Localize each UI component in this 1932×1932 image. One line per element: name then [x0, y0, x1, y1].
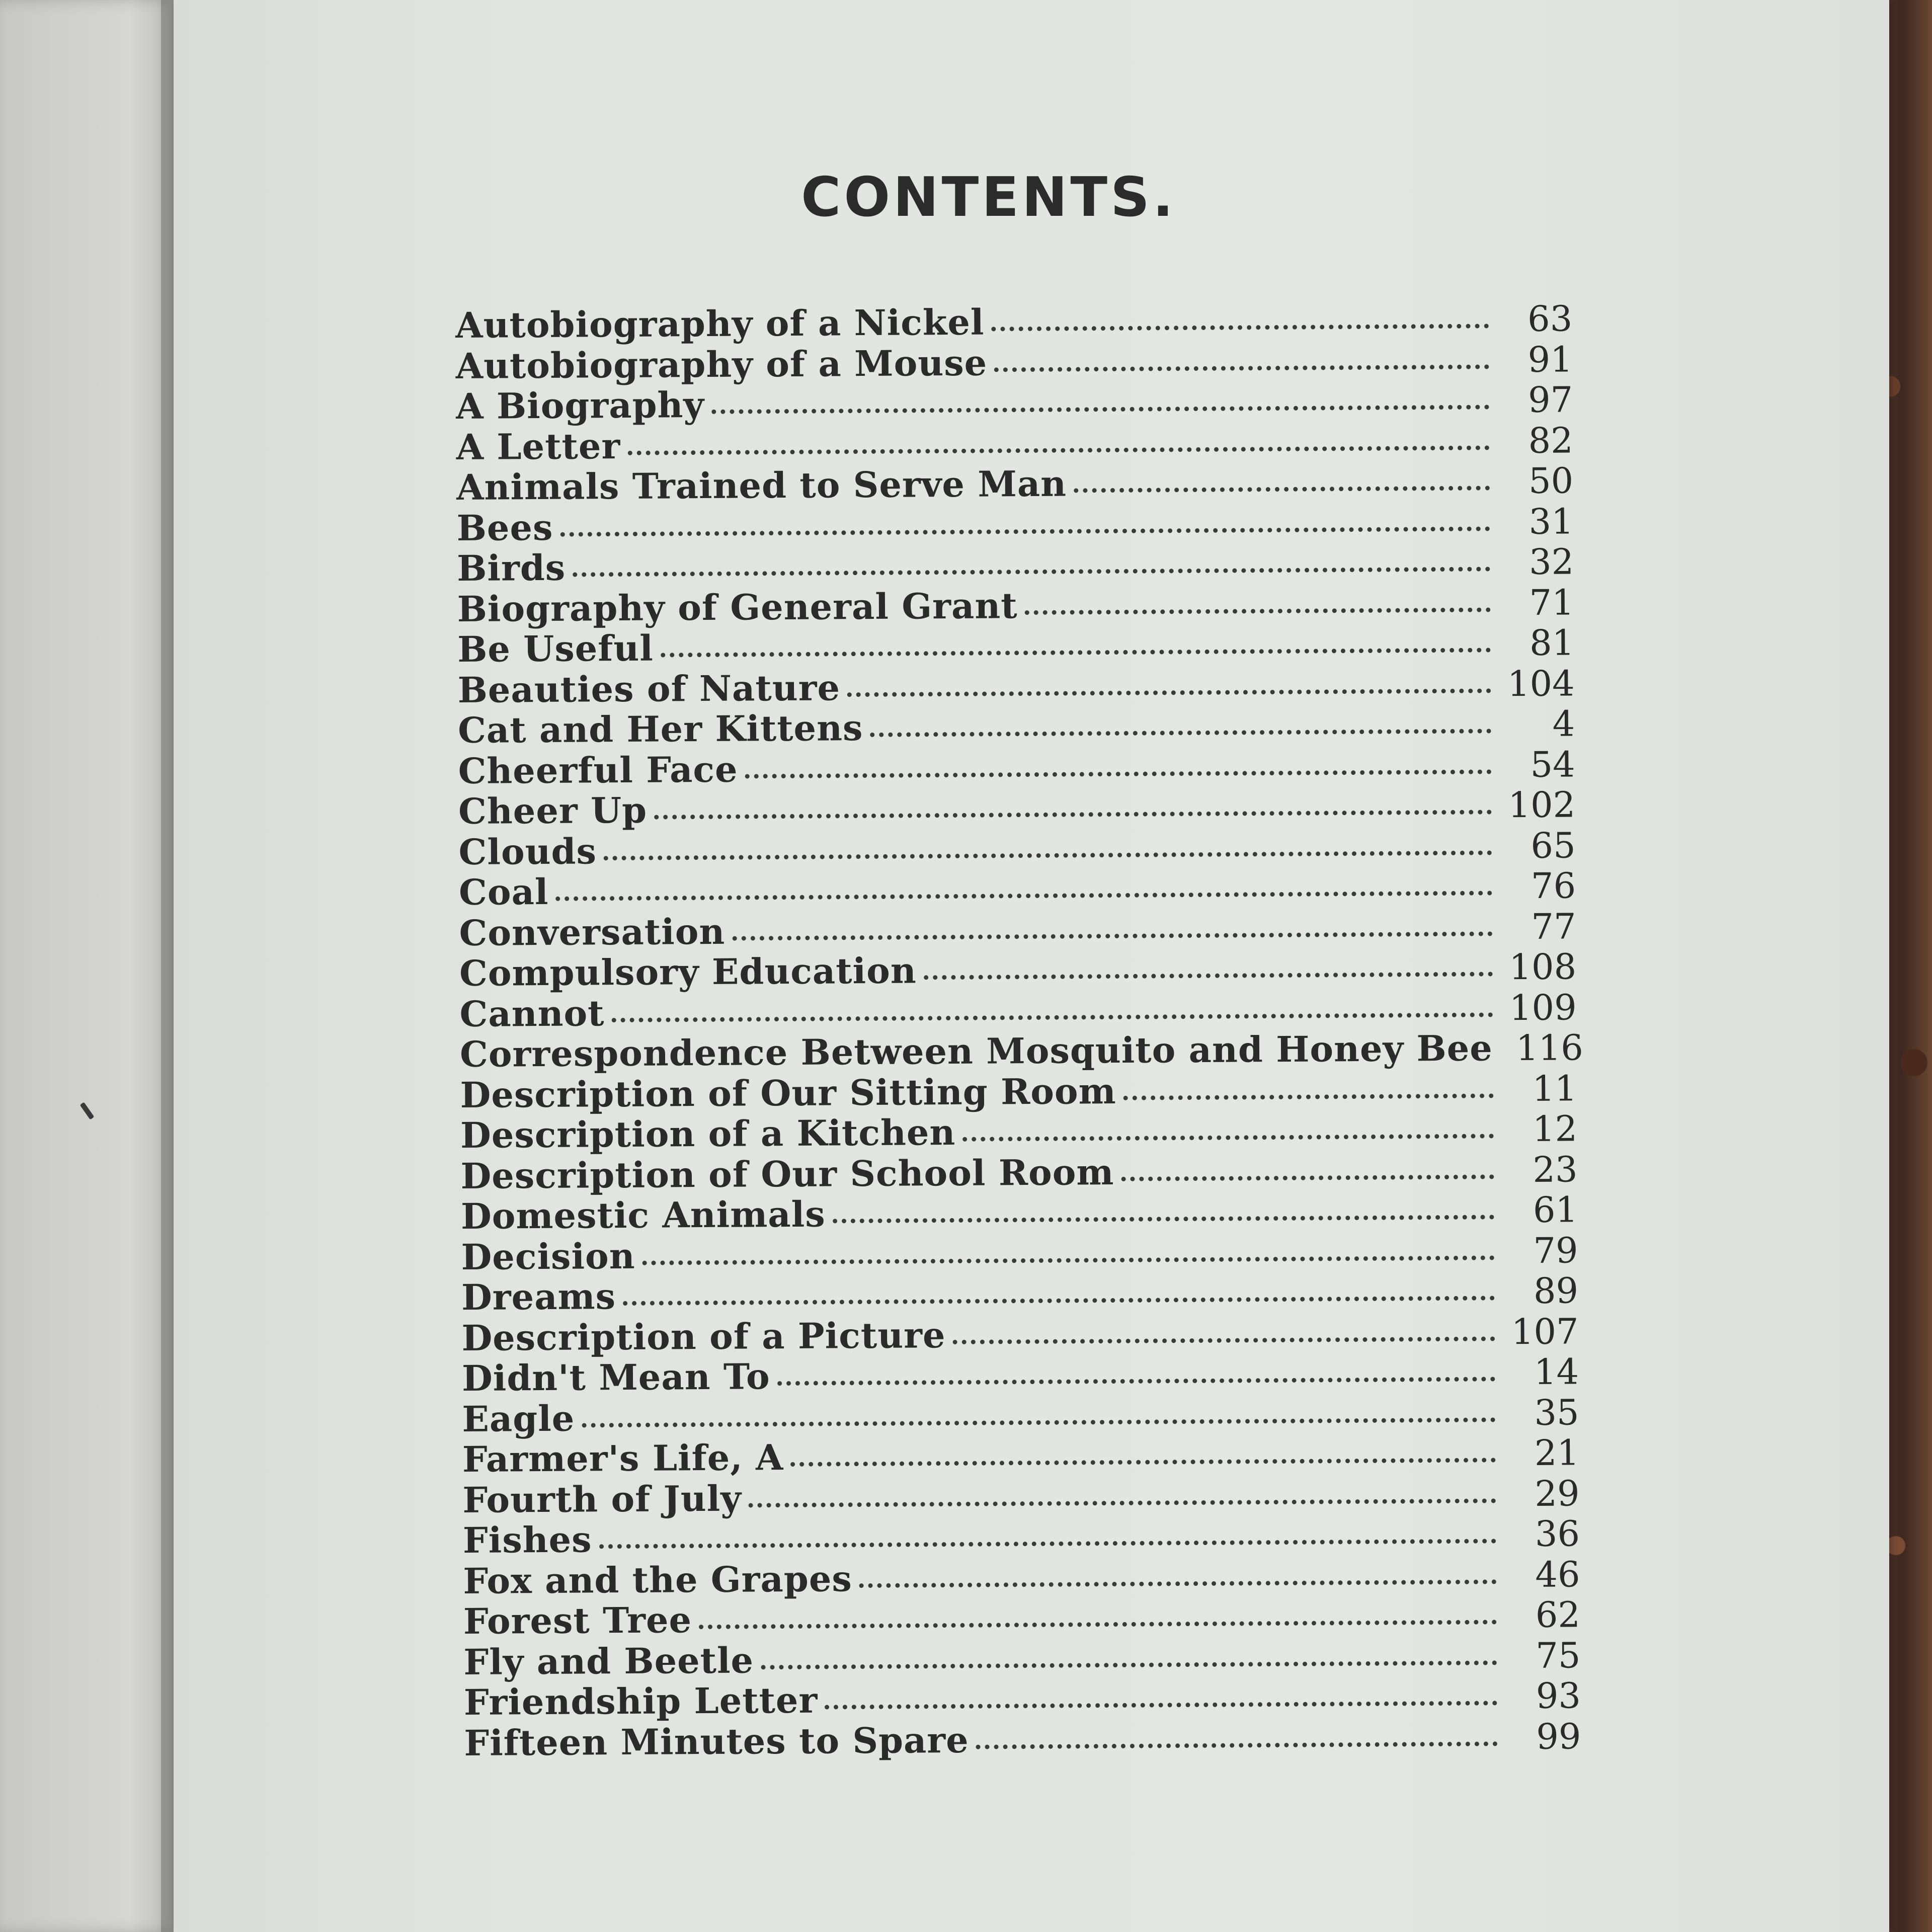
toc-entry-title: Fly and Beetle: [463, 1639, 754, 1683]
contents-list: [455, 297, 1584, 1764]
toc-entry-page-number: 81: [1529, 622, 1575, 664]
toc-entry: [458, 743, 1575, 790]
toc-entry-title: Coal: [458, 870, 549, 913]
toc-entry-page-number: 89: [1533, 1270, 1579, 1312]
toc-entry: [459, 1026, 1584, 1075]
toc-entry-title: Birds: [456, 546, 566, 589]
dot-leader: [1123, 1093, 1494, 1100]
toc-entry-title: Cheerful Face: [458, 748, 738, 792]
toc-entry-page-number: 46: [1535, 1553, 1580, 1595]
dot-leader: [599, 1539, 1496, 1549]
dot-leader: [711, 405, 1489, 414]
dot-leader: [573, 567, 1490, 577]
dot-leader: [749, 1498, 1496, 1507]
toc-entry-title: Autobiography of a Mouse: [455, 342, 988, 387]
toc-entry-title: Didn't Mean To: [461, 1355, 770, 1399]
toc-entry: [458, 783, 1575, 831]
toc-entry-title: Description of Our School Room: [460, 1151, 1114, 1197]
toc-entry-title: Farmer's Life, A: [462, 1436, 784, 1480]
left-page: [0, 0, 174, 1932]
toc-entry-page-number: 29: [1535, 1472, 1580, 1514]
toc-entry-page-number: 97: [1527, 379, 1573, 421]
dot-leader: [924, 972, 1493, 980]
toc-entry: [463, 1553, 1580, 1600]
toc-entry-title: Clouds: [458, 830, 597, 873]
toc-entry: [462, 1472, 1579, 1519]
toc-entry-title: Description of Our Sitting Room: [460, 1070, 1116, 1116]
toc-entry: [464, 1674, 1581, 1722]
toc-entry-page-number: 14: [1534, 1351, 1579, 1393]
toc-entry-title: Conversation: [459, 910, 726, 954]
toc-entry: [456, 500, 1573, 547]
toc-entry-page-number: 93: [1536, 1675, 1581, 1717]
toc-entry-page-number: 21: [1534, 1432, 1580, 1474]
toc-entry-title: Fox and the Grapes: [463, 1557, 853, 1602]
dot-leader: [761, 1660, 1497, 1669]
toc-entry-page-number: 75: [1536, 1634, 1581, 1676]
toc-entry-title: A Biography: [455, 383, 705, 427]
toc-entry-page-number: 12: [1532, 1108, 1578, 1150]
toc-entry: [462, 1350, 1579, 1398]
toc-entry: [457, 621, 1574, 669]
toc-entry-page-number: 62: [1535, 1594, 1581, 1636]
toc-entry-page-number: 76: [1531, 865, 1576, 907]
dot-leader: [654, 810, 1492, 819]
toc-entry: [456, 378, 1573, 426]
toc-entry-page-number: 32: [1528, 541, 1574, 583]
toc-entry: [458, 824, 1575, 871]
toc-entry: [463, 1512, 1580, 1560]
toc-entry: [455, 297, 1572, 345]
toc-entry-page-number: 79: [1533, 1229, 1578, 1271]
dot-leader: [1025, 607, 1491, 615]
toc-entry: [461, 1229, 1578, 1276]
toc-entry-title: Compulsory Education: [459, 949, 917, 994]
toc-entry-title: Autobiography of a Nickel: [455, 301, 985, 346]
toc-entry: [459, 986, 1576, 1033]
toc-entry: [460, 1148, 1577, 1195]
toc-entry-page-number: 23: [1533, 1148, 1578, 1190]
toc-entry-page-number: 50: [1528, 460, 1574, 502]
toc-entry-title: Forest Tree: [463, 1599, 692, 1642]
dot-leader: [1121, 1174, 1494, 1181]
dot-leader: [560, 526, 1490, 536]
toc-entry: [456, 459, 1573, 507]
dot-leader: [745, 769, 1492, 778]
dot-leader: [699, 1620, 1497, 1629]
dot-leader: [825, 1701, 1497, 1709]
toc-entry-title: Fishes: [462, 1518, 592, 1561]
toc-entry-page-number: 63: [1527, 298, 1573, 340]
dot-leader: [870, 729, 1491, 737]
page-title: CONTENTS.: [801, 166, 1176, 229]
toc-entry-page-number: 107: [1511, 1310, 1579, 1352]
dot-leader: [790, 1458, 1496, 1467]
toc-entry-page-number: 104: [1507, 662, 1575, 704]
dot-leader: [992, 324, 1489, 331]
toc-entry: [459, 945, 1576, 993]
dot-leader: [859, 1579, 1497, 1588]
toc-entry-title: Cat and Her Kittens: [457, 707, 863, 751]
toc-entry-title: Be Useful: [457, 627, 654, 670]
toc-entry: [464, 1715, 1581, 1762]
dot-leader: [1074, 486, 1490, 493]
dot-leader: [642, 1255, 1495, 1265]
toc-entry: [458, 702, 1575, 750]
toc-entry: [455, 338, 1572, 385]
toc-entry-page-number: 71: [1529, 581, 1574, 623]
dot-leader: [661, 648, 1491, 657]
dot-leader: [833, 1215, 1494, 1223]
dot-leader: [612, 1012, 1493, 1022]
toc-entry: [457, 581, 1574, 628]
toc-entry-title: Dreams: [461, 1275, 616, 1318]
dot-leader: [623, 1296, 1495, 1306]
toc-entry-title: Domestic Animals: [460, 1193, 826, 1237]
toc-entry-page-number: 77: [1531, 905, 1576, 947]
dot-leader: [976, 1741, 1498, 1749]
toc-entry-page-number: 102: [1508, 784, 1576, 826]
toc-entry-title: A Letter: [456, 425, 621, 468]
toc-entry-page-number: 11: [1532, 1067, 1577, 1109]
dot-leader: [962, 1134, 1494, 1141]
toc-entry-title: Friendship Letter: [463, 1679, 818, 1723]
toc-entry: [461, 1269, 1578, 1317]
dot-leader: [556, 891, 1493, 901]
dot-leader: [732, 931, 1492, 940]
toc-entry: [460, 1107, 1577, 1155]
toc-entry: [457, 540, 1574, 588]
toc-entry-title: Bees: [456, 506, 553, 549]
dot-leader: [994, 364, 1489, 372]
toc-entry-page-number: 35: [1534, 1391, 1579, 1433]
toc-entry-title: Correspondence Between Mosquito and Honey Bee: [459, 1027, 1493, 1075]
dot-leader: [777, 1377, 1495, 1386]
dot-leader: [847, 688, 1491, 697]
toc-entry-title: Cannot: [459, 992, 605, 1035]
toc-entry-page-number: 108: [1509, 946, 1577, 988]
toc-entry-title: Description of a Kitchen: [460, 1111, 956, 1156]
toc-entry-page-number: 116: [1515, 1027, 1584, 1069]
toc-entry-title: Fifteen Minutes to Spare: [464, 1719, 969, 1764]
toc-entry: [460, 1067, 1577, 1114]
toc-entry-title: Animals Trained to Serve Man: [456, 462, 1067, 508]
toc-entry: [461, 1188, 1578, 1236]
toc-entry: [463, 1593, 1580, 1641]
toc-entry-page-number: 61: [1533, 1189, 1578, 1231]
toc-entry-page-number: 91: [1527, 338, 1573, 380]
contents-page: [174, 0, 1889, 1932]
toc-entry: [463, 1634, 1580, 1681]
toc-entry: [459, 905, 1576, 952]
toc-entry: [462, 1431, 1579, 1479]
toc-entry-page-number: 4: [1552, 703, 1575, 745]
toc-entry: [462, 1391, 1579, 1438]
toc-entry-title: Biography of General Grant: [457, 584, 1018, 630]
toc-entry: [457, 662, 1574, 709]
toc-entry-title: Beauties of Nature: [457, 666, 841, 711]
toc-entry-title: Description of a Picture: [461, 1314, 946, 1359]
toc-entry-page-number: 65: [1531, 824, 1576, 866]
toc-entry-page-number: 54: [1530, 743, 1575, 785]
toc-entry-title: Eagle: [462, 1397, 575, 1440]
toc-entry-page-number: 99: [1536, 1715, 1581, 1757]
toc-entry: [459, 864, 1576, 912]
dot-leader: [627, 445, 1489, 455]
toc-entry-title: Cheer Up: [458, 789, 648, 832]
toc-entry-page-number: 82: [1528, 419, 1573, 461]
dot-leader: [604, 850, 1492, 860]
toc-entry: [461, 1310, 1578, 1357]
toc-entry-title: Decision: [461, 1235, 635, 1278]
toc-entry-page-number: 36: [1535, 1513, 1580, 1555]
toc-entry-title: Fourth of July: [462, 1477, 742, 1521]
dot-leader: [582, 1417, 1495, 1427]
toc-entry-page-number: 31: [1528, 500, 1574, 542]
dot-leader: [953, 1336, 1495, 1344]
toc-entry: [456, 419, 1573, 466]
toc-entry-page-number: 109: [1509, 986, 1577, 1028]
